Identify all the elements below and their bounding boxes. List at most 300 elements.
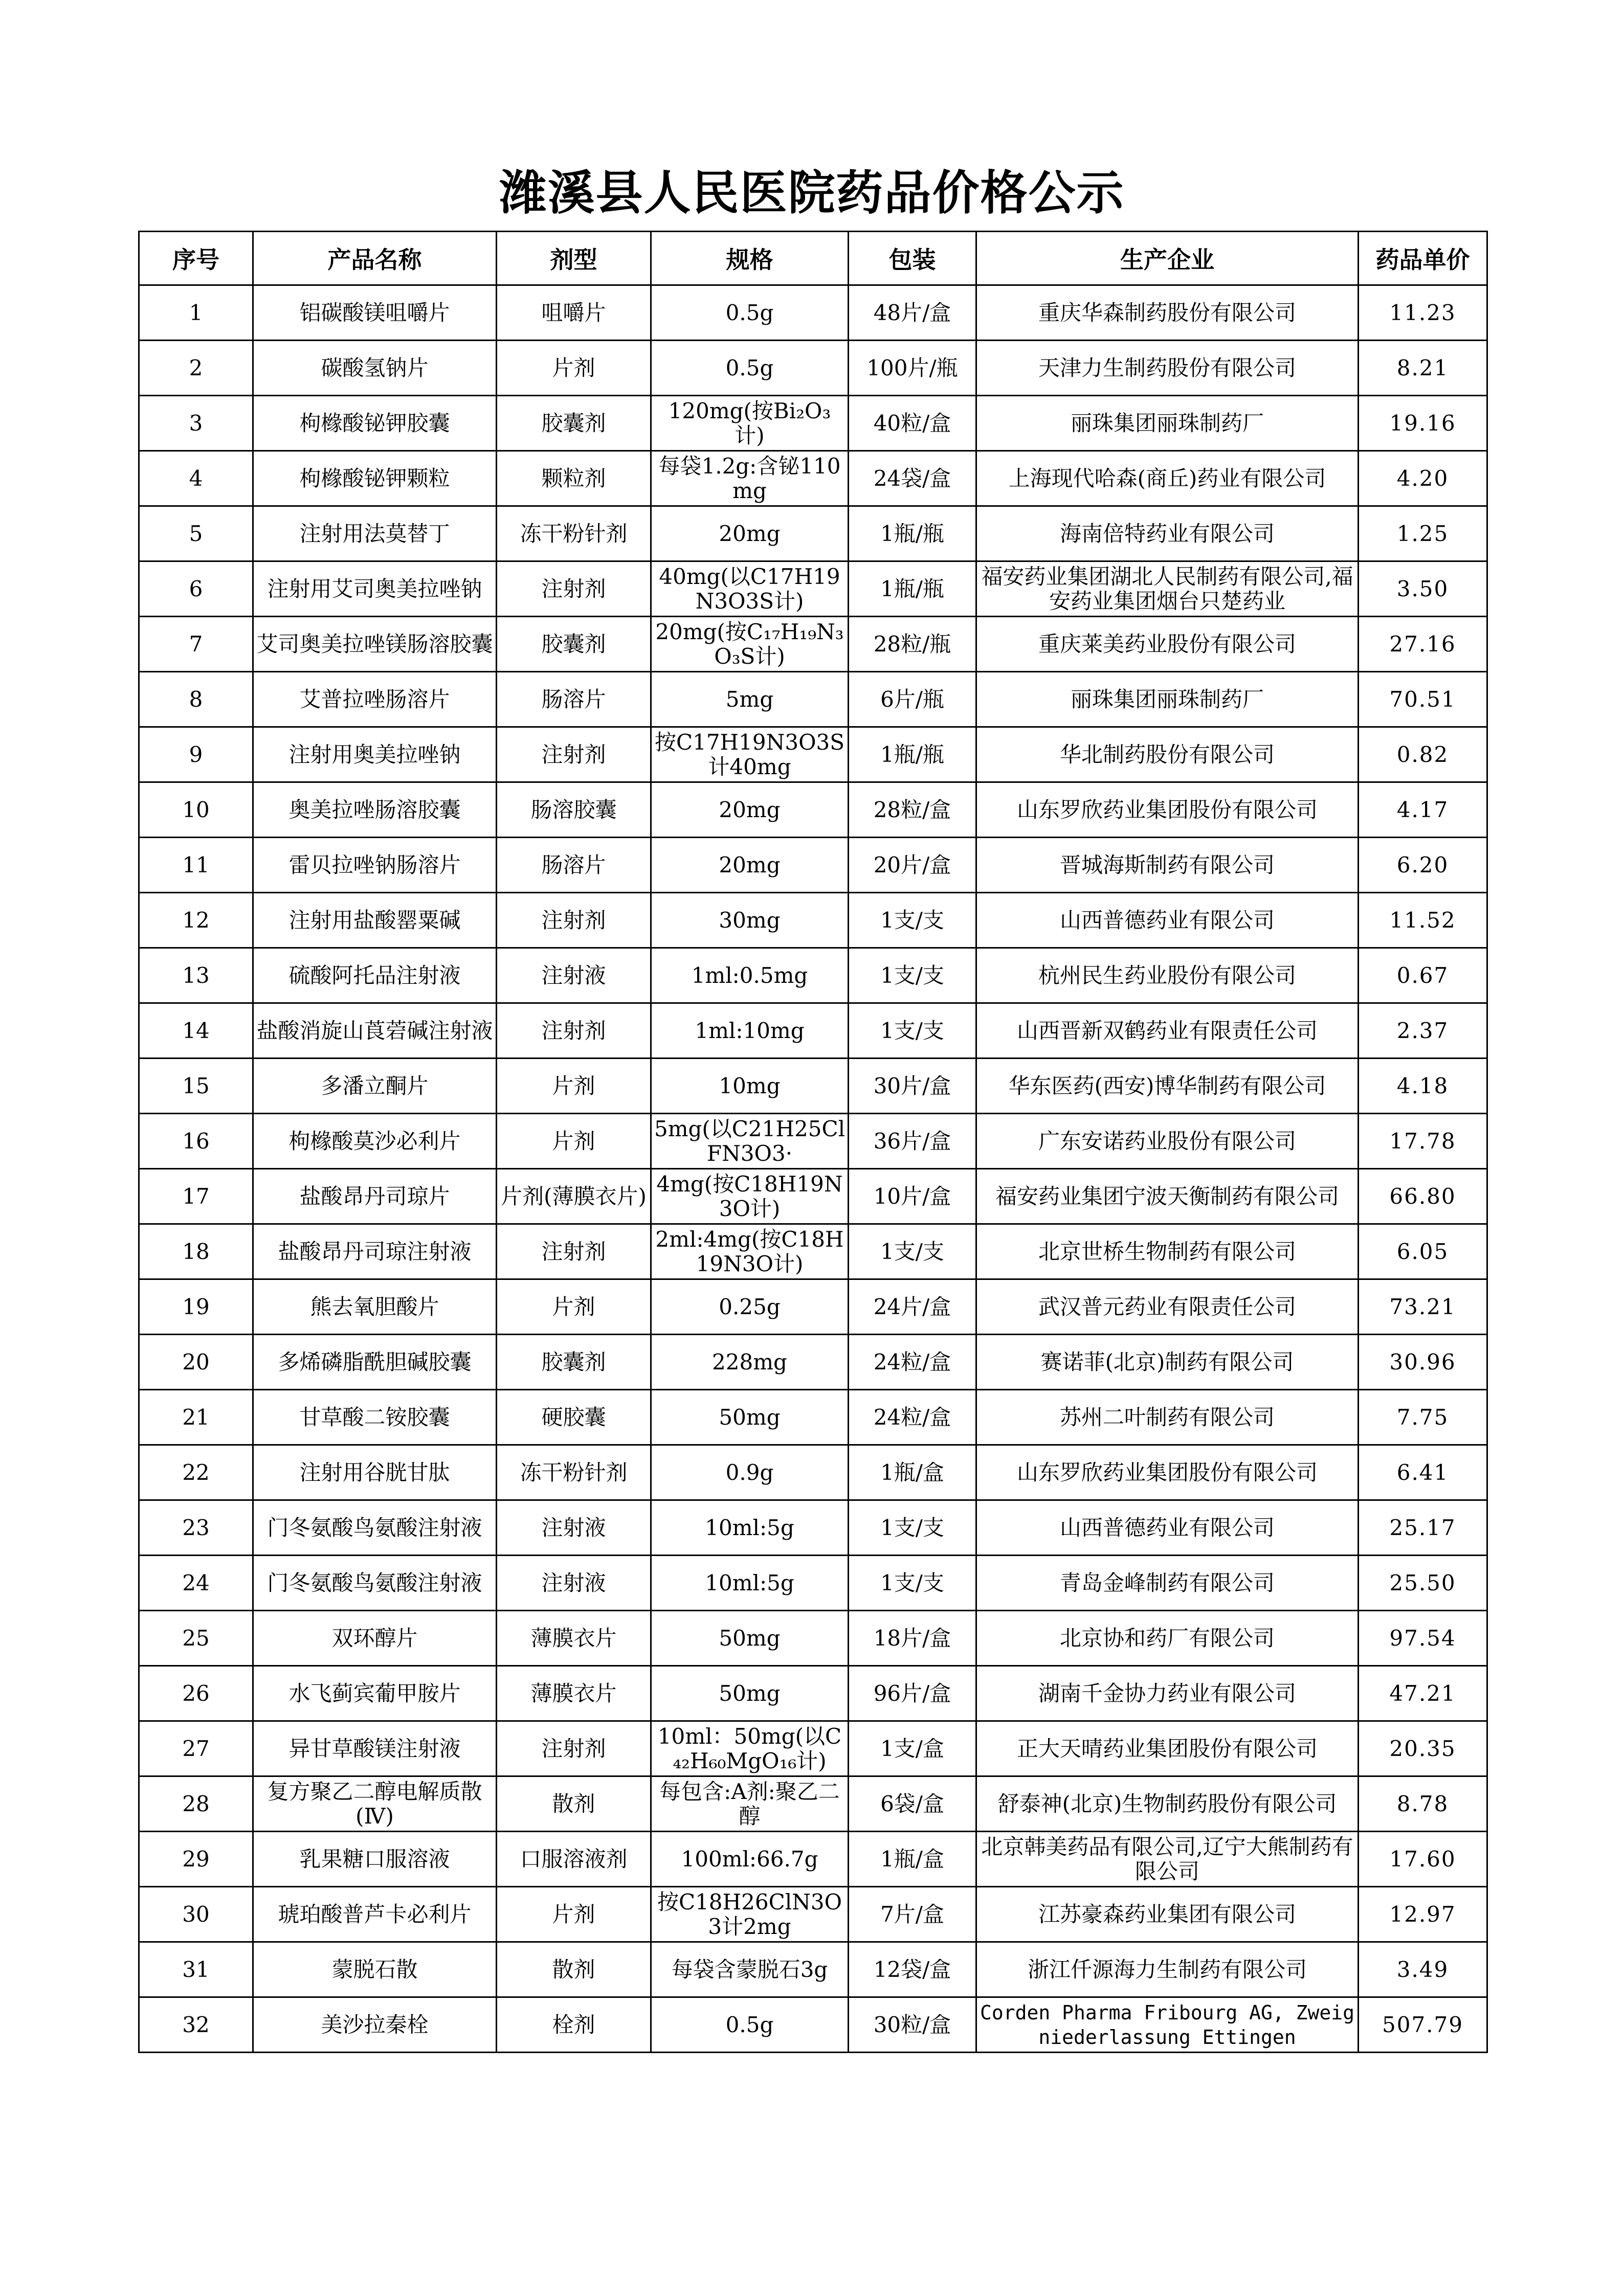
cell-unit-price bbox=[1359, 1114, 1487, 1169]
cell-product-name bbox=[253, 727, 497, 782]
table-row bbox=[139, 948, 1487, 1003]
cell-manufacturer bbox=[976, 341, 1359, 396]
cell-packaging bbox=[849, 1500, 976, 1556]
cell-specification-text: 50mg bbox=[719, 1626, 781, 1651]
cell-index bbox=[139, 948, 253, 1003]
cell-index-text: 2 bbox=[189, 355, 203, 380]
cell-index bbox=[139, 1666, 253, 1721]
table-row bbox=[139, 893, 1487, 948]
cell-specification-text: 4mg(按C18H19N3O计) bbox=[656, 1172, 843, 1221]
cell-unit-price-text: 17.60 bbox=[1389, 1847, 1456, 1872]
table-row bbox=[139, 285, 1487, 341]
cell-unit-price bbox=[1359, 1445, 1487, 1500]
cell-unit-price-text: 6.05 bbox=[1396, 1239, 1449, 1264]
cell-packaging bbox=[849, 1445, 976, 1500]
table-row bbox=[139, 1114, 1487, 1169]
cell-unit-price-text: 7.75 bbox=[1396, 1405, 1449, 1430]
cell-index bbox=[139, 1887, 253, 1942]
cell-manufacturer bbox=[976, 838, 1359, 893]
cell-unit-price-text: 6.20 bbox=[1396, 852, 1449, 877]
cell-specification-text: 5mg(以C21H25ClFN3O3· bbox=[654, 1116, 846, 1166]
cell-index-text: 15 bbox=[182, 1073, 210, 1098]
cell-specification bbox=[651, 1445, 849, 1500]
cell-product-name bbox=[253, 1335, 497, 1390]
cell-specification-text: 每袋含蒙脱石3g bbox=[671, 1957, 828, 1982]
cell-dosage-form-text: 片剂 bbox=[552, 1902, 595, 1927]
cell-index bbox=[139, 285, 253, 341]
cell-product-name-text: 异甘草酸镁注射液 bbox=[288, 1736, 461, 1761]
table-row bbox=[139, 1887, 1487, 1942]
col-header-manufacturer: 生产企业 bbox=[976, 232, 1359, 285]
cell-packaging bbox=[849, 1335, 976, 1390]
cell-specification-text: 5mg bbox=[725, 687, 774, 712]
cell-dosage-form-text: 注射液 bbox=[541, 963, 606, 988]
cell-manufacturer bbox=[976, 1114, 1359, 1169]
cell-manufacturer-text: 重庆华森制药股份有限公司 bbox=[1038, 300, 1296, 325]
cell-unit-price-text: 70.51 bbox=[1389, 687, 1456, 712]
col-header-dosage-form: 剂型 bbox=[497, 232, 651, 285]
cell-manufacturer bbox=[976, 782, 1359, 838]
cell-index bbox=[139, 672, 253, 727]
cell-packaging bbox=[849, 341, 976, 396]
cell-product-name-text: 复方聚乙二醇电解质散(Ⅳ) bbox=[267, 1779, 482, 1829]
cell-dosage-form-text: 胶囊剂 bbox=[541, 1349, 606, 1375]
table-row bbox=[139, 506, 1487, 561]
cell-specification-text: 120mg(按Bi₂O₃计) bbox=[668, 398, 831, 448]
cell-product-name bbox=[253, 893, 497, 948]
cell-unit-price-text: 4.20 bbox=[1396, 466, 1449, 491]
cell-unit-price-text: 4.17 bbox=[1396, 797, 1449, 822]
table-row bbox=[139, 451, 1487, 506]
cell-dosage-form bbox=[497, 617, 651, 672]
cell-product-name bbox=[253, 341, 497, 396]
cell-dosage-form-text: 薄膜衣片 bbox=[530, 1681, 617, 1706]
cell-product-name bbox=[253, 1390, 497, 1445]
cell-dosage-form bbox=[497, 1721, 651, 1776]
cell-product-name bbox=[253, 451, 497, 506]
cell-dosage-form-text: 薄膜衣片 bbox=[530, 1626, 617, 1651]
cell-dosage-form bbox=[497, 285, 651, 341]
cell-manufacturer bbox=[976, 1500, 1359, 1556]
cell-index-text: 7 bbox=[189, 632, 203, 657]
cell-packaging-text: 24片/盒 bbox=[873, 1294, 951, 1319]
cell-dosage-form-text: 片剂(薄膜衣片) bbox=[501, 1184, 647, 1209]
cell-packaging-text: 1瓶/盒 bbox=[880, 1847, 944, 1872]
cell-unit-price-text: 12.97 bbox=[1389, 1902, 1456, 1927]
cell-unit-price-text: 25.50 bbox=[1389, 1570, 1456, 1595]
table-row bbox=[139, 1997, 1487, 2053]
cell-packaging-text: 36片/盒 bbox=[873, 1129, 951, 1154]
cell-manufacturer-text: 晋城海斯制药有限公司 bbox=[1059, 852, 1275, 877]
cell-manufacturer-text: 舒泰神(北京)生物制药股份有限公司 bbox=[997, 1791, 1337, 1816]
cell-unit-price-text: 25.17 bbox=[1389, 1515, 1456, 1540]
cell-manufacturer bbox=[976, 1445, 1359, 1500]
cell-packaging-text: 24袋/盒 bbox=[873, 466, 951, 491]
cell-product-name-text: 枸橼酸铋钾胶囊 bbox=[299, 411, 450, 436]
table-row bbox=[139, 1224, 1487, 1279]
cell-packaging-text: 1支/支 bbox=[880, 1515, 944, 1540]
cell-packaging-text: 24粒/盒 bbox=[873, 1349, 951, 1375]
cell-dosage-form-text: 注射剂 bbox=[541, 1736, 606, 1761]
cell-dosage-form bbox=[497, 893, 651, 948]
cell-specification-text: 2ml:4mg(按C18H19N3O计) bbox=[655, 1227, 844, 1276]
cell-unit-price bbox=[1359, 1721, 1487, 1776]
cell-unit-price bbox=[1359, 1942, 1487, 1997]
cell-dosage-form-text: 栓剂 bbox=[552, 2012, 595, 2037]
cell-packaging-text: 1支/支 bbox=[880, 1570, 944, 1595]
cell-unit-price-text: 507.79 bbox=[1382, 2012, 1463, 2037]
cell-index-text: 6 bbox=[189, 576, 203, 601]
table-row bbox=[139, 1390, 1487, 1445]
table-row bbox=[139, 1279, 1487, 1335]
cell-packaging-text: 1瓶/瓶 bbox=[880, 576, 944, 601]
cell-index bbox=[139, 341, 253, 396]
cell-packaging-text: 30粒/盒 bbox=[873, 2012, 951, 2037]
table-row bbox=[139, 727, 1487, 782]
cell-index-text: 27 bbox=[182, 1736, 210, 1761]
cell-unit-price bbox=[1359, 1335, 1487, 1390]
cell-index-text: 4 bbox=[189, 466, 203, 491]
cell-product-name-text: 艾普拉唑肠溶片 bbox=[299, 687, 450, 712]
cell-manufacturer bbox=[976, 1666, 1359, 1721]
cell-packaging bbox=[849, 838, 976, 893]
table-row bbox=[139, 1832, 1487, 1887]
cell-unit-price-text: 97.54 bbox=[1389, 1626, 1456, 1651]
cell-index bbox=[139, 1335, 253, 1390]
cell-product-name bbox=[253, 1500, 497, 1556]
cell-dosage-form-text: 注射液 bbox=[541, 1515, 606, 1540]
cell-product-name-text: 蒙脱石散 bbox=[331, 1957, 418, 1982]
cell-index-text: 23 bbox=[182, 1515, 210, 1540]
cell-packaging bbox=[849, 1611, 976, 1666]
cell-product-name bbox=[253, 672, 497, 727]
cell-manufacturer bbox=[976, 1390, 1359, 1445]
cell-unit-price bbox=[1359, 1059, 1487, 1114]
cell-index bbox=[139, 1997, 253, 2053]
cell-manufacturer bbox=[976, 1776, 1359, 1832]
cell-specification-text: 0.5g bbox=[725, 2012, 774, 2037]
cell-specification-text: 按C18H26ClN3O3计2mg bbox=[657, 1889, 842, 1939]
table-row bbox=[139, 1556, 1487, 1611]
cell-specification bbox=[651, 1059, 849, 1114]
cell-specification bbox=[651, 838, 849, 893]
cell-index bbox=[139, 1224, 253, 1279]
cell-unit-price bbox=[1359, 838, 1487, 893]
cell-product-name bbox=[253, 1997, 497, 2053]
page-title: 潍溪县人民医院药品价格公示 bbox=[499, 166, 1125, 220]
cell-manufacturer bbox=[976, 727, 1359, 782]
cell-manufacturer-text: 华北制药股份有限公司 bbox=[1059, 742, 1275, 767]
cell-product-name bbox=[253, 1887, 497, 1942]
cell-specification bbox=[651, 893, 849, 948]
table-row bbox=[139, 1003, 1487, 1059]
cell-specification bbox=[651, 1887, 849, 1942]
cell-dosage-form-text: 肠溶片 bbox=[541, 852, 606, 877]
cell-product-name-text: 熊去氧胆酸片 bbox=[310, 1294, 439, 1319]
cell-product-name bbox=[253, 1114, 497, 1169]
cell-index-text: 32 bbox=[182, 2012, 210, 2037]
table-row bbox=[139, 1445, 1487, 1500]
cell-packaging bbox=[849, 672, 976, 727]
cell-dosage-form-text: 注射液 bbox=[541, 1570, 606, 1595]
cell-dosage-form-text: 注射剂 bbox=[541, 1018, 606, 1043]
cell-index bbox=[139, 617, 253, 672]
cell-index bbox=[139, 1556, 253, 1611]
table-row bbox=[139, 1721, 1487, 1776]
cell-index bbox=[139, 1776, 253, 1832]
cell-packaging-text: 1支/支 bbox=[880, 908, 944, 933]
cell-index-text: 20 bbox=[182, 1349, 210, 1375]
cell-specification-text: 10ml:5g bbox=[705, 1515, 794, 1540]
col-header-index: 序号 bbox=[139, 232, 253, 285]
cell-index-text: 17 bbox=[182, 1184, 210, 1209]
cell-dosage-form bbox=[497, 1445, 651, 1500]
cell-manufacturer-text: 正大天晴药业集团股份有限公司 bbox=[1016, 1736, 1318, 1761]
cell-unit-price bbox=[1359, 1500, 1487, 1556]
cell-manufacturer bbox=[976, 396, 1359, 451]
cell-product-name-text: 门冬氨酸鸟氨酸注射液 bbox=[267, 1570, 482, 1595]
cell-packaging bbox=[849, 617, 976, 672]
cell-manufacturer bbox=[976, 1721, 1359, 1776]
cell-product-name-text: 琥珀酸普芦卡必利片 bbox=[278, 1902, 472, 1927]
cell-manufacturer-text: 山西普德药业有限公司 bbox=[1059, 1515, 1275, 1540]
cell-index bbox=[139, 1832, 253, 1887]
cell-packaging bbox=[849, 1721, 976, 1776]
cell-unit-price bbox=[1359, 285, 1487, 341]
col-header-packaging: 包装 bbox=[849, 232, 976, 285]
cell-unit-price bbox=[1359, 782, 1487, 838]
cell-packaging bbox=[849, 1997, 976, 2053]
table-row bbox=[139, 396, 1487, 451]
cell-product-name-text: 水飞蓟宾葡甲胺片 bbox=[288, 1681, 461, 1706]
cell-specification-text: 100ml:66.7g bbox=[681, 1847, 818, 1872]
table-row bbox=[139, 1942, 1487, 1997]
cell-specification bbox=[651, 672, 849, 727]
table-row bbox=[139, 341, 1487, 396]
cell-dosage-form bbox=[497, 1169, 651, 1224]
cell-unit-price-text: 27.16 bbox=[1389, 632, 1456, 657]
cell-manufacturer bbox=[976, 1942, 1359, 1997]
cell-packaging bbox=[849, 561, 976, 617]
cell-dosage-form bbox=[497, 1335, 651, 1390]
cell-packaging bbox=[849, 1169, 976, 1224]
cell-packaging-text: 1瓶/盒 bbox=[880, 1460, 944, 1485]
cell-manufacturer bbox=[976, 1169, 1359, 1224]
cell-unit-price bbox=[1359, 1887, 1487, 1942]
cell-packaging-text: 40粒/盒 bbox=[873, 411, 951, 436]
cell-specification-text: 30mg bbox=[719, 908, 781, 933]
cell-index-text: 3 bbox=[189, 411, 203, 436]
cell-specification-text: 0.5g bbox=[725, 355, 774, 380]
cell-index-text: 14 bbox=[182, 1018, 210, 1043]
cell-dosage-form bbox=[497, 341, 651, 396]
cell-product-name-text: 艾司奥美拉唑镁肠溶胶囊 bbox=[256, 632, 493, 657]
cell-specification-text: 20mg(按C₁₇H₁₉N₃O₃S计) bbox=[655, 619, 844, 669]
cell-manufacturer-text: 广东安诺药业股份有限公司 bbox=[1038, 1129, 1296, 1154]
cell-product-name bbox=[253, 1721, 497, 1776]
cell-manufacturer bbox=[976, 506, 1359, 561]
cell-manufacturer-text: 丽珠集团丽珠制药厂 bbox=[1070, 411, 1264, 436]
cell-unit-price bbox=[1359, 893, 1487, 948]
cell-dosage-form-text: 肠溶胶囊 bbox=[530, 797, 617, 822]
cell-product-name-text: 双环醇片 bbox=[331, 1626, 418, 1651]
cell-specification bbox=[651, 396, 849, 451]
cell-index bbox=[139, 1279, 253, 1335]
cell-dosage-form-text: 胶囊剂 bbox=[541, 411, 606, 436]
cell-unit-price bbox=[1359, 451, 1487, 506]
cell-packaging-text: 6片/瓶 bbox=[880, 687, 944, 712]
cell-packaging bbox=[849, 1279, 976, 1335]
cell-unit-price bbox=[1359, 341, 1487, 396]
cell-index bbox=[139, 1003, 253, 1059]
cell-specification bbox=[651, 1997, 849, 2053]
cell-index bbox=[139, 1721, 253, 1776]
cell-dosage-form bbox=[497, 672, 651, 727]
cell-unit-price bbox=[1359, 1832, 1487, 1887]
cell-packaging bbox=[849, 1942, 976, 1997]
cell-manufacturer-text: 山西晋新双鹤药业有限责任公司 bbox=[1016, 1018, 1318, 1043]
cell-specification bbox=[651, 948, 849, 1003]
cell-packaging-text: 100片/瓶 bbox=[866, 355, 958, 380]
cell-manufacturer bbox=[976, 893, 1359, 948]
cell-packaging-text: 7片/盒 bbox=[880, 1902, 944, 1927]
cell-dosage-form bbox=[497, 561, 651, 617]
cell-packaging-text: 10片/盒 bbox=[873, 1184, 951, 1209]
cell-product-name bbox=[253, 1942, 497, 1997]
cell-product-name bbox=[253, 1776, 497, 1832]
cell-dosage-form-text: 注射剂 bbox=[541, 576, 606, 601]
cell-product-name bbox=[253, 838, 497, 893]
cell-unit-price-text: 20.35 bbox=[1389, 1736, 1456, 1761]
cell-dosage-form bbox=[497, 1500, 651, 1556]
cell-product-name bbox=[253, 396, 497, 451]
cell-packaging-text: 30片/盒 bbox=[873, 1073, 951, 1098]
cell-packaging-text: 48片/盒 bbox=[873, 300, 951, 325]
drug-price-table bbox=[138, 231, 1488, 2053]
cell-manufacturer bbox=[976, 1224, 1359, 1279]
cell-specification-text: 0.9g bbox=[725, 1460, 774, 1485]
cell-packaging bbox=[849, 1059, 976, 1114]
cell-product-name-text: 美沙拉秦栓 bbox=[321, 2012, 429, 2037]
cell-index-text: 13 bbox=[182, 963, 210, 988]
cell-packaging-text: 20片/盒 bbox=[873, 852, 951, 877]
cell-packaging-text: 18片/盒 bbox=[873, 1626, 951, 1651]
cell-product-name bbox=[253, 1059, 497, 1114]
cell-manufacturer-text: 江苏豪森药业集团有限公司 bbox=[1038, 1902, 1296, 1927]
cell-unit-price-text: 4.18 bbox=[1396, 1073, 1449, 1098]
cell-unit-price bbox=[1359, 1666, 1487, 1721]
cell-index bbox=[139, 727, 253, 782]
cell-manufacturer-text: 湖南千金协力药业有限公司 bbox=[1038, 1681, 1296, 1706]
cell-index-text: 25 bbox=[182, 1626, 210, 1651]
cell-specification-text: 每包含:A剂:聚乙二醇 bbox=[659, 1779, 840, 1829]
cell-dosage-form bbox=[497, 1556, 651, 1611]
cell-index bbox=[139, 396, 253, 451]
cell-unit-price bbox=[1359, 396, 1487, 451]
cell-packaging bbox=[849, 396, 976, 451]
cell-manufacturer bbox=[976, 1997, 1359, 2053]
cell-product-name-text: 铝碳酸镁咀嚼片 bbox=[299, 300, 450, 325]
cell-product-name bbox=[253, 1832, 497, 1887]
cell-dosage-form bbox=[497, 1611, 651, 1666]
cell-manufacturer-text: 山西普德药业有限公司 bbox=[1059, 908, 1275, 933]
cell-product-name bbox=[253, 782, 497, 838]
cell-packaging-text: 1瓶/瓶 bbox=[880, 521, 944, 546]
cell-packaging bbox=[849, 1666, 976, 1721]
cell-specification bbox=[651, 1611, 849, 1666]
cell-dosage-form bbox=[497, 1279, 651, 1335]
cell-dosage-form-text: 片剂 bbox=[552, 1294, 595, 1319]
cell-product-name-text: 雷贝拉唑钠肠溶片 bbox=[288, 852, 461, 877]
cell-manufacturer bbox=[976, 1556, 1359, 1611]
cell-dosage-form bbox=[497, 1059, 651, 1114]
cell-unit-price bbox=[1359, 1776, 1487, 1832]
cell-dosage-form-text: 注射剂 bbox=[541, 1239, 606, 1264]
cell-packaging bbox=[849, 782, 976, 838]
cell-dosage-form-text: 咀嚼片 bbox=[541, 300, 606, 325]
cell-packaging-text: 12袋/盒 bbox=[873, 1957, 951, 1982]
cell-dosage-form-text: 片剂 bbox=[552, 1073, 595, 1098]
cell-dosage-form bbox=[497, 838, 651, 893]
cell-specification-text: 20mg bbox=[719, 797, 781, 822]
cell-specification bbox=[651, 1003, 849, 1059]
cell-dosage-form-text: 片剂 bbox=[552, 355, 595, 380]
cell-packaging-text: 28粒/盒 bbox=[873, 797, 951, 822]
cell-product-name bbox=[253, 1224, 497, 1279]
cell-manufacturer-text: 天津力生制药股份有限公司 bbox=[1038, 355, 1296, 380]
cell-dosage-form-text: 胶囊剂 bbox=[541, 632, 606, 657]
cell-product-name bbox=[253, 1666, 497, 1721]
cell-dosage-form bbox=[497, 1390, 651, 1445]
cell-unit-price bbox=[1359, 1556, 1487, 1611]
cell-specification-text: 按C17H19N3O3S计40mg bbox=[654, 730, 845, 779]
cell-index-text: 28 bbox=[182, 1791, 210, 1816]
cell-specification bbox=[651, 341, 849, 396]
table-row bbox=[139, 1059, 1487, 1114]
cell-unit-price-text: 11.23 bbox=[1389, 300, 1456, 325]
table-row bbox=[139, 1611, 1487, 1666]
cell-packaging-text: 96片/盒 bbox=[873, 1681, 951, 1706]
cell-dosage-form bbox=[497, 1942, 651, 1997]
cell-specification-text: 10ml：50mg(以C₄₂H₆₀MgO₁₆计) bbox=[657, 1724, 842, 1773]
cell-index-text: 19 bbox=[182, 1294, 210, 1319]
cell-specification bbox=[651, 561, 849, 617]
cell-dosage-form-text: 注射剂 bbox=[541, 908, 606, 933]
cell-manufacturer bbox=[976, 285, 1359, 341]
cell-manufacturer-text: 海南倍特药业有限公司 bbox=[1059, 521, 1275, 546]
cell-manufacturer bbox=[976, 1003, 1359, 1059]
cell-packaging-text: 1支/支 bbox=[880, 1239, 944, 1264]
cell-unit-price bbox=[1359, 1003, 1487, 1059]
cell-specification bbox=[651, 782, 849, 838]
cell-packaging bbox=[849, 506, 976, 561]
cell-dosage-form bbox=[497, 1666, 651, 1721]
cell-specification-text: 0.5g bbox=[725, 300, 774, 325]
cell-specification bbox=[651, 1114, 849, 1169]
cell-dosage-form bbox=[497, 506, 651, 561]
cell-index bbox=[139, 893, 253, 948]
cell-dosage-form-text: 颗粒剂 bbox=[541, 466, 606, 491]
cell-specification bbox=[651, 1390, 849, 1445]
cell-specification bbox=[651, 1556, 849, 1611]
cell-index bbox=[139, 561, 253, 617]
cell-index-text: 11 bbox=[182, 852, 210, 877]
cell-dosage-form-text: 注射剂 bbox=[541, 742, 606, 767]
cell-product-name-text: 枸橼酸铋钾颗粒 bbox=[299, 466, 450, 491]
cell-unit-price-text: 3.50 bbox=[1396, 576, 1449, 601]
cell-manufacturer bbox=[976, 1832, 1359, 1887]
cell-index bbox=[139, 1500, 253, 1556]
